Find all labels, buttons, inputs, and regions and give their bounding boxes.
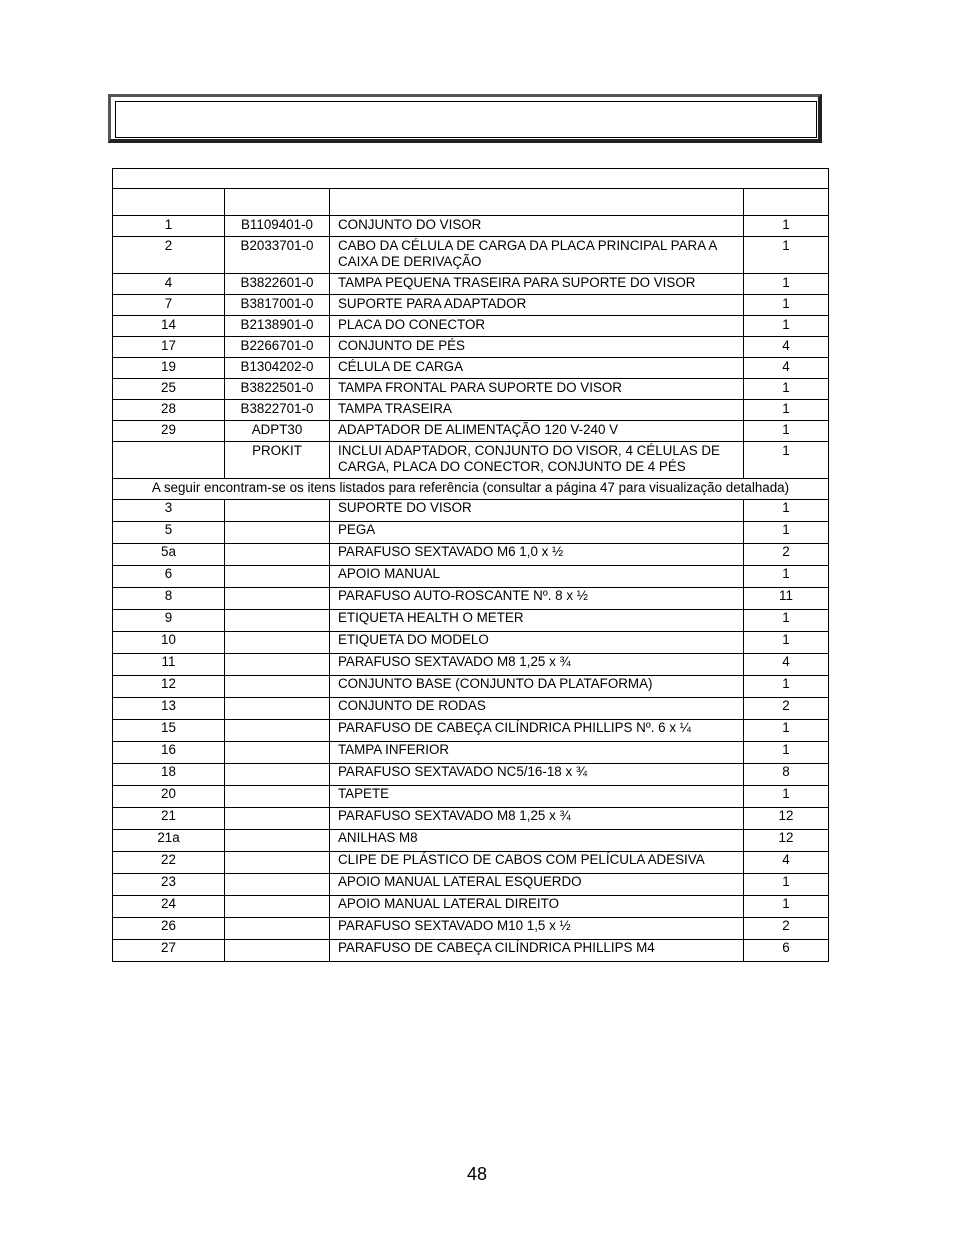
- table-row: [113, 918, 829, 940]
- description-cell: CABO DA CÉLULA DE CARGA DA PLACA PRINCIPAL PARA A CAIXA DE DERIVAÇÃO: [330, 237, 744, 274]
- table-row: [113, 237, 829, 274]
- quantity-cell: 1: [744, 421, 829, 442]
- quantity-cell: 1: [744, 442, 829, 479]
- part-number-cell: [225, 720, 330, 742]
- table-row: [113, 720, 829, 742]
- item-number-cell: [113, 442, 225, 479]
- item-number-cell: 4: [113, 274, 225, 295]
- item-number-cell: 29: [113, 421, 225, 442]
- part-number-cell: [225, 896, 330, 918]
- table-row: [113, 544, 829, 566]
- item-number-cell: 1: [113, 216, 225, 237]
- quantity-cell: 1: [744, 400, 829, 421]
- table-row: [113, 421, 829, 442]
- part-number-cell: [225, 676, 330, 698]
- description-cell: TAMPA PEQUENA TRASEIRA PARA SUPORTE DO VISOR: [330, 274, 744, 295]
- description-cell: PEGA: [330, 522, 744, 544]
- part-number-cell: [225, 918, 330, 940]
- item-number-cell: 14: [113, 316, 225, 337]
- description-cell: PARAFUSO AUTO-ROSCANTE Nº. 8 x ½: [330, 588, 744, 610]
- part-number-cell: B3822701-0: [225, 400, 330, 421]
- description-cell: SUPORTE PARA ADAPTADOR: [330, 295, 744, 316]
- table-row: [113, 379, 829, 400]
- quantity-cell: 1: [744, 786, 829, 808]
- item-number-cell: 2: [113, 237, 225, 274]
- part-number-cell: B2138901-0: [225, 316, 330, 337]
- part-number-cell: [225, 940, 330, 962]
- quantity-cell: 2: [744, 698, 829, 720]
- description-cell: INCLUI ADAPTADOR, CONJUNTO DO VISOR, 4 CÉLULAS DE CARGA, PLACA DO CONECTOR, CONJUNTO DE 4 PÉS: [330, 442, 744, 479]
- description-cell: PARAFUSO DE CABEÇA CILÍNDRICA PHILLIPS M4: [330, 940, 744, 962]
- part-number-cell: B2266701-0: [225, 337, 330, 358]
- description-cell: PARAFUSO SEXTAVADO M10 1,5 x ½: [330, 918, 744, 940]
- quantity-cell: 1: [744, 274, 829, 295]
- description-cell: TAMPA FRONTAL PARA SUPORTE DO VISOR: [330, 379, 744, 400]
- table-header-row: [113, 189, 829, 216]
- table-row: [113, 940, 829, 962]
- description-cell: PARAFUSO DE CABEÇA CILÍNDRICA PHILLIPS Nº. 6 x ¼: [330, 720, 744, 742]
- part-number-cell: ADPT30: [225, 421, 330, 442]
- table-row: [113, 852, 829, 874]
- table-row: [113, 654, 829, 676]
- description-cell: CÉLULA DE CARGA: [330, 358, 744, 379]
- item-number-cell: 25: [113, 379, 225, 400]
- quantity-cell: 8: [744, 764, 829, 786]
- description-cell: PARAFUSO SEXTAVADO NC5/16-18 x ¾: [330, 764, 744, 786]
- part-number-cell: [225, 500, 330, 522]
- item-number-cell: 8: [113, 588, 225, 610]
- table-row: [113, 442, 829, 479]
- item-number-cell: 15: [113, 720, 225, 742]
- item-number-cell: 16: [113, 742, 225, 764]
- part-number-cell: [225, 786, 330, 808]
- item-number-cell: 5: [113, 522, 225, 544]
- description-cell: CONJUNTO DE PÉS: [330, 337, 744, 358]
- item-number-cell: 23: [113, 874, 225, 896]
- item-number-cell: 12: [113, 676, 225, 698]
- description-cell: PLACA DO CONECTOR: [330, 316, 744, 337]
- table-row: [113, 896, 829, 918]
- table-row: [113, 500, 829, 522]
- part-number-cell: B3822601-0: [225, 274, 330, 295]
- table-row: [113, 632, 829, 654]
- description-cell: TAMPA INFERIOR: [330, 742, 744, 764]
- quantity-cell: 1: [744, 676, 829, 698]
- quantity-cell: 4: [744, 852, 829, 874]
- item-number-cell: 3: [113, 500, 225, 522]
- item-number-cell: 10: [113, 632, 225, 654]
- table-row: [113, 698, 829, 720]
- item-number-cell: 6: [113, 566, 225, 588]
- part-number-cell: B3822501-0: [225, 379, 330, 400]
- part-number-cell: [225, 742, 330, 764]
- part-number-cell: [225, 874, 330, 896]
- table-row: [113, 522, 829, 544]
- quantity-cell: 12: [744, 808, 829, 830]
- quantity-cell: 2: [744, 544, 829, 566]
- header-quantity-cell: [744, 189, 829, 216]
- description-cell: CONJUNTO BASE (CONJUNTO DA PLATAFORMA): [330, 676, 744, 698]
- quantity-cell: 6: [744, 940, 829, 962]
- header-item-cell: [113, 189, 225, 216]
- table-row: [113, 337, 829, 358]
- description-cell: APOIO MANUAL: [330, 566, 744, 588]
- item-number-cell: 21: [113, 808, 225, 830]
- table-row: [113, 830, 829, 852]
- quantity-cell: 1: [744, 610, 829, 632]
- item-number-cell: 5a: [113, 544, 225, 566]
- quantity-cell: 1: [744, 566, 829, 588]
- quantity-cell: 4: [744, 358, 829, 379]
- quantity-cell: 2: [744, 918, 829, 940]
- item-number-cell: 13: [113, 698, 225, 720]
- description-cell: CONJUNTO DE RODAS: [330, 698, 744, 720]
- item-number-cell: 24: [113, 896, 225, 918]
- table-row: [113, 786, 829, 808]
- table-row: [113, 610, 829, 632]
- quantity-cell: 1: [744, 216, 829, 237]
- part-number-cell: B1304202-0: [225, 358, 330, 379]
- quantity-cell: 4: [744, 337, 829, 358]
- description-cell: ETIQUETA HEALTH O METER: [330, 610, 744, 632]
- table-title-cell: [113, 169, 829, 189]
- quantity-cell: 11: [744, 588, 829, 610]
- quantity-cell: 1: [744, 237, 829, 274]
- item-number-cell: 22: [113, 852, 225, 874]
- description-cell: TAMPA TRASEIRA: [330, 400, 744, 421]
- part-number-cell: [225, 808, 330, 830]
- quantity-cell: 1: [744, 874, 829, 896]
- table-row: [113, 400, 829, 421]
- description-cell: SUPORTE DO VISOR: [330, 500, 744, 522]
- part-number-cell: [225, 632, 330, 654]
- part-number-cell: [225, 544, 330, 566]
- header-part-cell: [225, 189, 330, 216]
- part-number-cell: [225, 522, 330, 544]
- quantity-cell: 1: [744, 379, 829, 400]
- description-cell: PARAFUSO SEXTAVADO M8 1,25 x ¾: [330, 808, 744, 830]
- item-number-cell: 11: [113, 654, 225, 676]
- part-number-cell: [225, 588, 330, 610]
- description-cell: APOIO MANUAL LATERAL ESQUERDO: [330, 874, 744, 896]
- part-number-cell: [225, 852, 330, 874]
- part-number-cell: [225, 764, 330, 786]
- description-cell: CLIPE DE PLÁSTICO DE CABOS COM PELÍCULA ADESIVA: [330, 852, 744, 874]
- quantity-cell: 1: [744, 500, 829, 522]
- description-cell: ADAPTADOR DE ALIMENTAÇÃO 120 V-240 V: [330, 421, 744, 442]
- item-number-cell: 19: [113, 358, 225, 379]
- description-cell: TAPETE: [330, 786, 744, 808]
- description-cell: PARAFUSO SEXTAVADO M6 1,0 x ½: [330, 544, 744, 566]
- quantity-cell: 1: [744, 632, 829, 654]
- quantity-cell: 4: [744, 654, 829, 676]
- table-row: [113, 566, 829, 588]
- part-number-cell: B3817001-0: [225, 295, 330, 316]
- part-number-cell: [225, 654, 330, 676]
- description-cell: CONJUNTO DO VISOR: [330, 216, 744, 237]
- item-number-cell: 20: [113, 786, 225, 808]
- table-row: [113, 295, 829, 316]
- table-row: [113, 216, 829, 237]
- item-number-cell: 18: [113, 764, 225, 786]
- part-number-cell: B1109401-0: [225, 216, 330, 237]
- part-number-cell: PROKIT: [225, 442, 330, 479]
- reference-note: A seguir encontram-se os itens listados para referência (consultar a página 47 para visualização detalhada): [113, 479, 829, 500]
- item-number-cell: 7: [113, 295, 225, 316]
- title-box: [115, 101, 817, 138]
- item-number-cell: 26: [113, 918, 225, 940]
- item-number-cell: 27: [113, 940, 225, 962]
- description-cell: ANILHAS M8: [330, 830, 744, 852]
- table-title-row: [113, 169, 829, 189]
- part-number-cell: [225, 610, 330, 632]
- quantity-cell: 1: [744, 316, 829, 337]
- page-number: 48: [466, 1164, 488, 1184]
- table-row: [113, 764, 829, 786]
- parts-table-body: [113, 169, 829, 962]
- quantity-cell: 1: [744, 742, 829, 764]
- parts-table: [112, 168, 829, 962]
- reference-note-row: [113, 479, 829, 500]
- item-number-cell: 9: [113, 610, 225, 632]
- table-row: [113, 358, 829, 379]
- table-row: [113, 316, 829, 337]
- table-row: [113, 874, 829, 896]
- table-row: [113, 742, 829, 764]
- item-number-cell: 28: [113, 400, 225, 421]
- part-number-cell: B2033701-0: [225, 237, 330, 274]
- quantity-cell: 1: [744, 522, 829, 544]
- table-row: [113, 808, 829, 830]
- item-number-cell: 21a: [113, 830, 225, 852]
- part-number-cell: [225, 566, 330, 588]
- table-row: [113, 676, 829, 698]
- header-description-cell: [330, 189, 744, 216]
- quantity-cell: 1: [744, 295, 829, 316]
- quantity-cell: 1: [744, 720, 829, 742]
- part-number-cell: [225, 830, 330, 852]
- description-cell: PARAFUSO SEXTAVADO M8 1,25 x ¾: [330, 654, 744, 676]
- quantity-cell: 1: [744, 896, 829, 918]
- quantity-cell: 12: [744, 830, 829, 852]
- table-row: [113, 274, 829, 295]
- table-row: [113, 588, 829, 610]
- item-number-cell: 17: [113, 337, 225, 358]
- part-number-cell: [225, 698, 330, 720]
- description-cell: APOIO MANUAL LATERAL DIREITO: [330, 896, 744, 918]
- description-cell: ETIQUETA DO MODELO: [330, 632, 744, 654]
